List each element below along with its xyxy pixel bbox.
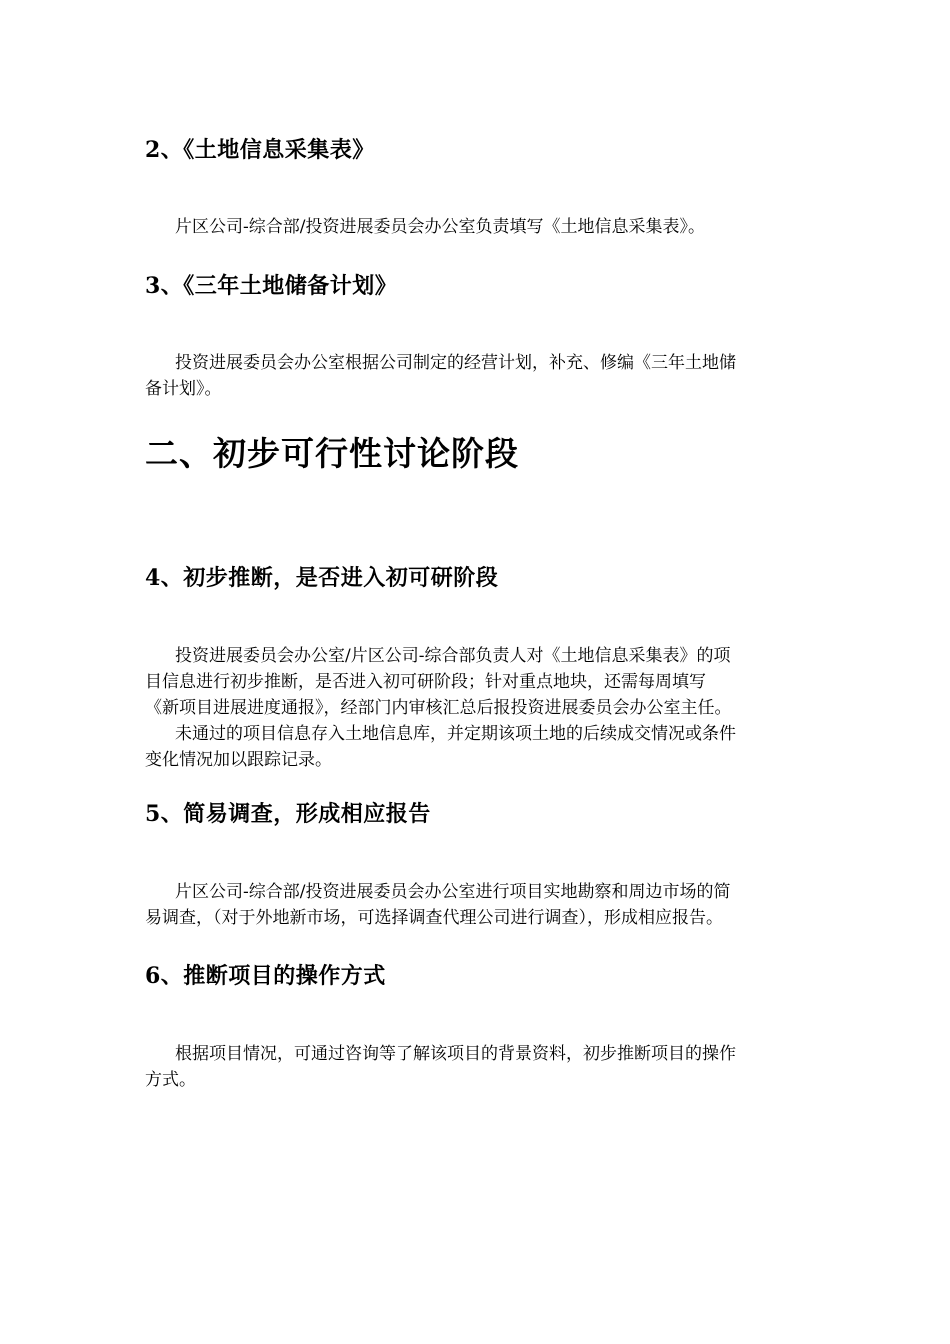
paragraph-line: 根据项目情况，可通过咨询等了解该项目的背景资料，初步推断项目的操作 (175, 1044, 736, 1064)
paragraph-land-info-form (145, 214, 807, 240)
paragraph-line: 《新项目进展进度通报》，经部门内审核汇总后报投资进展委员会办公室主任。 (145, 698, 732, 718)
paragraph-simple-survey (145, 879, 807, 931)
heading-land-info-form: 2、《土地信息采集表》 (145, 137, 375, 163)
paragraph-line: 片区公司-综合部/投资进展委员会办公室进行项目实地勘察和周边市场的简 (175, 882, 731, 902)
paragraph-line: 方式。 (145, 1070, 196, 1090)
chapter-heading-feasibility: 二、初步可行性讨论阶段 (145, 434, 519, 473)
paragraph-line: 备计划》。 (145, 379, 222, 399)
paragraph-line: 目信息进行初步推断，是否进入初可研阶段；针对重点地块，还需每周填写 (145, 672, 706, 692)
paragraph-line: 投资进展委员会办公室根据公司制定的经营计划，补充、修编《三年土地储 (175, 353, 736, 373)
paragraph-line: 易调查，（对于外地新市场，可选择调查代理公司进行调查），形成相应报告。 (145, 908, 723, 928)
paragraph-line: 变化情况加以跟踪记录。 (145, 750, 332, 770)
paragraph-line: 投资进展委员会办公室/片区公司-综合部负责人对《土地信息采集表》的项 (175, 646, 731, 666)
paragraph-line: 片区公司-综合部/投资进展委员会办公室负责填写《土地信息采集表》。 (175, 217, 705, 237)
paragraph-line: 未通过的项目信息存入土地信息库，并定期该项土地的后续成交情况或条件 (175, 724, 736, 744)
paragraph-three-year-plan (145, 350, 807, 402)
heading-preliminary-judgement: 4、初步推断，是否进入初可研阶段 (145, 565, 499, 591)
heading-three-year-plan: 3、《三年土地储备计划》 (145, 273, 398, 299)
heading-operation-mode: 6、推断项目的操作方式 (145, 963, 386, 989)
paragraph-operation-mode (145, 1041, 807, 1093)
paragraph-preliminary-judgement (145, 643, 807, 773)
heading-simple-survey: 5、简易调查，形成相应报告 (145, 801, 431, 827)
